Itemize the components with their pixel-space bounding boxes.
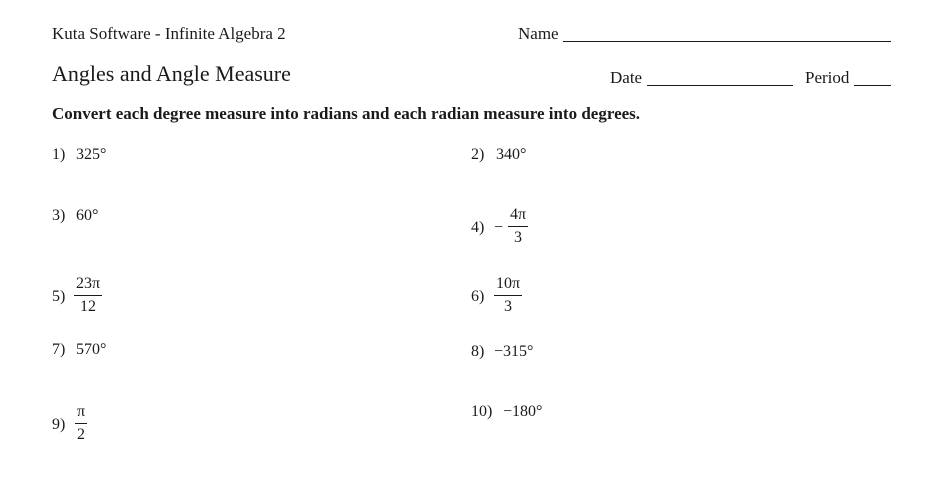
problem-expression: −180°	[503, 403, 543, 420]
fraction-numerator: 10π	[496, 275, 521, 292]
date-label: Date	[610, 68, 643, 87]
fraction	[508, 206, 528, 247]
period-line	[854, 85, 891, 86]
problem-number: 1)	[52, 146, 66, 163]
instructions: Convert each degree measure into radians and each radian measure into degrees.	[52, 104, 641, 123]
name-label: Name	[518, 24, 559, 43]
period-label: Period	[805, 68, 850, 87]
fraction	[74, 275, 102, 316]
fraction-numerator: π	[77, 403, 86, 420]
problem-number: 5)	[52, 288, 66, 305]
fraction-denominator: 2	[77, 426, 86, 443]
problem-expression: 570°	[76, 341, 107, 358]
name-line	[563, 41, 891, 42]
problem-number: 2)	[471, 146, 485, 163]
problem-expression: 60°	[76, 207, 99, 224]
problem-number: 3)	[52, 207, 66, 224]
fraction-numerator: 4π	[510, 206, 527, 223]
problem-expression: 325°	[76, 146, 107, 163]
fraction-numerator: 23π	[76, 275, 101, 292]
problem-number: 8)	[471, 343, 485, 360]
negative-sign: −	[494, 219, 504, 236]
publisher-text: Kuta Software - Infinite Algebra 2	[52, 24, 286, 43]
fraction-denominator: 12	[80, 298, 97, 315]
fraction	[75, 403, 87, 444]
problem-number: 6)	[471, 288, 485, 305]
date-line	[647, 85, 793, 86]
fraction	[494, 275, 522, 316]
problem-number: 4)	[471, 219, 485, 236]
problem-number: 9)	[52, 416, 66, 433]
fraction-denominator: 3	[504, 298, 513, 315]
problem-number: 7)	[52, 341, 66, 358]
problem-expression: 340°	[496, 146, 527, 163]
problem-number: 10)	[471, 403, 493, 420]
fraction-denominator: 3	[514, 229, 523, 246]
worksheet-title: Angles and Angle Measure	[52, 61, 291, 86]
problem-expression: −315°	[494, 343, 534, 360]
